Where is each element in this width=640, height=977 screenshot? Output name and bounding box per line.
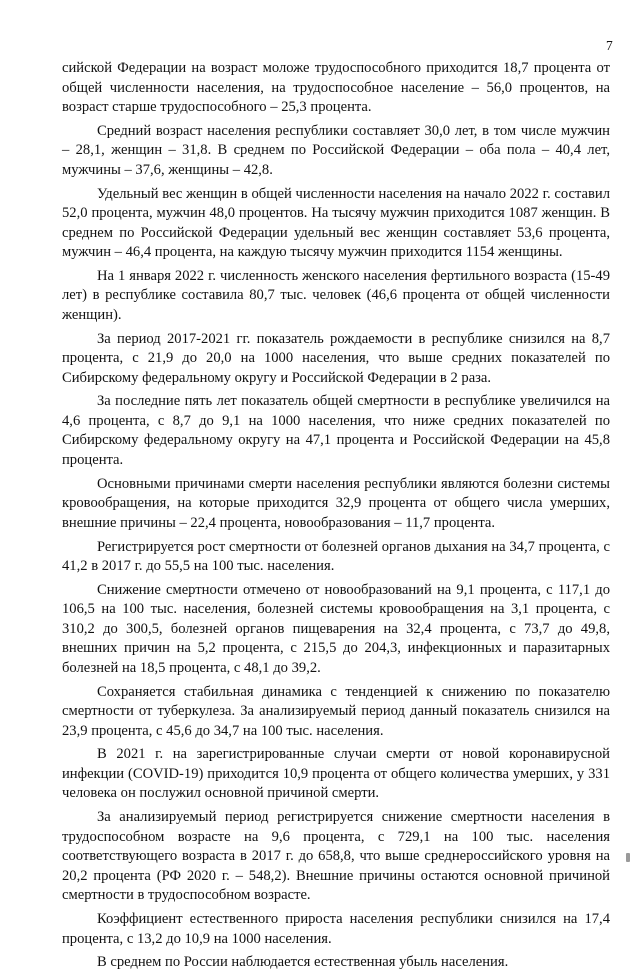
document-body — [62, 59, 610, 977]
scan-mark — [626, 853, 630, 862]
paragraph-average-age: Средний возраст населения республики составляет 30,0 лет, в том числе мужчин – 28,1, женщин – 31,8. В среднем по Российской Федерации – оба пола – 40,4 лет, мужчины – 37,6, женщины – 42,8. — [62, 122, 610, 178]
paragraph-continuation: сийской Федерации на возраст моложе трудоспособного приходится 18,7 процента от общей численности населения, на трудоспособное население – 56,0 процентов, на возраст старше трудоспособного – 25,3 процента. — [62, 60, 610, 115]
paragraph-female-share: Удельный вес женщин в общей численности населения на начало 2022 г. составил 52,0 процента, мужчин 48,0 процентов. На тысячу мужчин приходится 1087 женщин. В среднем по Российской Федерации удельный вес женщин составляет 53,6 процента, мужчин – 46,4 процента, на каждую тысячу мужчин приходится 1154 женщины. — [62, 185, 610, 261]
paragraph-tuberculosis: Сохраняется стабильная динамика с тенденцией к снижению по показателю смертности от туберкулеза. За анализируемый период данный показатель снизился на 23,9 процента, с 45,6 до 34,7 на 100 тыс. населения. — [62, 683, 610, 739]
page-number: 7 — [606, 38, 613, 53]
paragraph-causes-of-death: Основными причинами смерти населения республики являются болезни системы кровообращения, на которые приходится 32,9 процента от общего числа умерших, внешние причины – 22,4 процента, новообразования – 11,7 процента. — [62, 475, 610, 531]
paragraph-mortality-decline: Снижение смертности отмечено от новообразований на 9,1 процента, с 117,1 до 106,5 на 100 тыс. населения, болезней системы кровообращения на 3,1 процента, с 310,2 до 300,5, болезней органов пищеварения на 32,4 процента, с 73,7 до 49,8, внешних причин на 5,2 процента, с 215,5 до 204,3, инфекционных и паразитарных болезней на 18,5 процента, с 48,1 до 39,2. — [62, 581, 610, 676]
paragraph-mortality-rate: За последние пять лет показатель общей смертности в республике увеличился на 4,6 процента, с 8,7 до 9,1 на 1000 населения, что ниже средних показателей по Сибирскому федеральному округу на 47,1 процента и Российской Федерации на 45,8 процента. — [62, 393, 610, 468]
paragraph-fertile-women: На 1 января 2022 г. численность женского населения фертильного возраста (15-49 лет) в республике составила 80,7 тыс. человек (46,6 процента от общей численности женщин). — [62, 267, 610, 323]
paragraph-working-age-mortality: За анализируемый период регистрируется снижение смертности населения в трудоспособном возрасте на 9,6 процента, с 729,1 на 100 тыс. населения соответствующего возраста в 2017 г. до 658,8, что выше среднероссийского уровня на 20,2 процента (РФ 2020 г. – 548,2). Внешние причины остаются основной причиной смертности в трудоспособном возрасте. — [62, 809, 610, 904]
paragraph-respiratory-mortality: Регистрируется рост смертности от болезней органов дыхания на 34,7 процента, с 41,2 в 2017 г. до 55,5 на 100 тыс. населения. — [62, 538, 610, 575]
paragraph-birth-rate: За период 2017-2021 гг. показатель рождаемости в республике снизился на 8,7 процента, с 21,9 до 20,0 на 1000 населения, что выше средних показателей по Сибирскому федеральному округу и Российской Федерации в 2 раза. — [62, 330, 610, 386]
paragraph-russia-decline: В среднем по России наблюдается естественная убыль населения. — [97, 954, 509, 971]
paragraph-covid: В 2021 г. на зарегистрированные случаи смерти от новой коронавирусной инфекции (COVID-19) приходится 10,9 процента от общего количества умерших, у 331 человека он послужил основной причиной смерти. — [62, 746, 610, 802]
paragraph-natural-growth: Коэффициент естественного прироста населения республики снизился на 17,4 процента, с 13,2 до 10,9 на 1000 населения. — [62, 911, 610, 947]
